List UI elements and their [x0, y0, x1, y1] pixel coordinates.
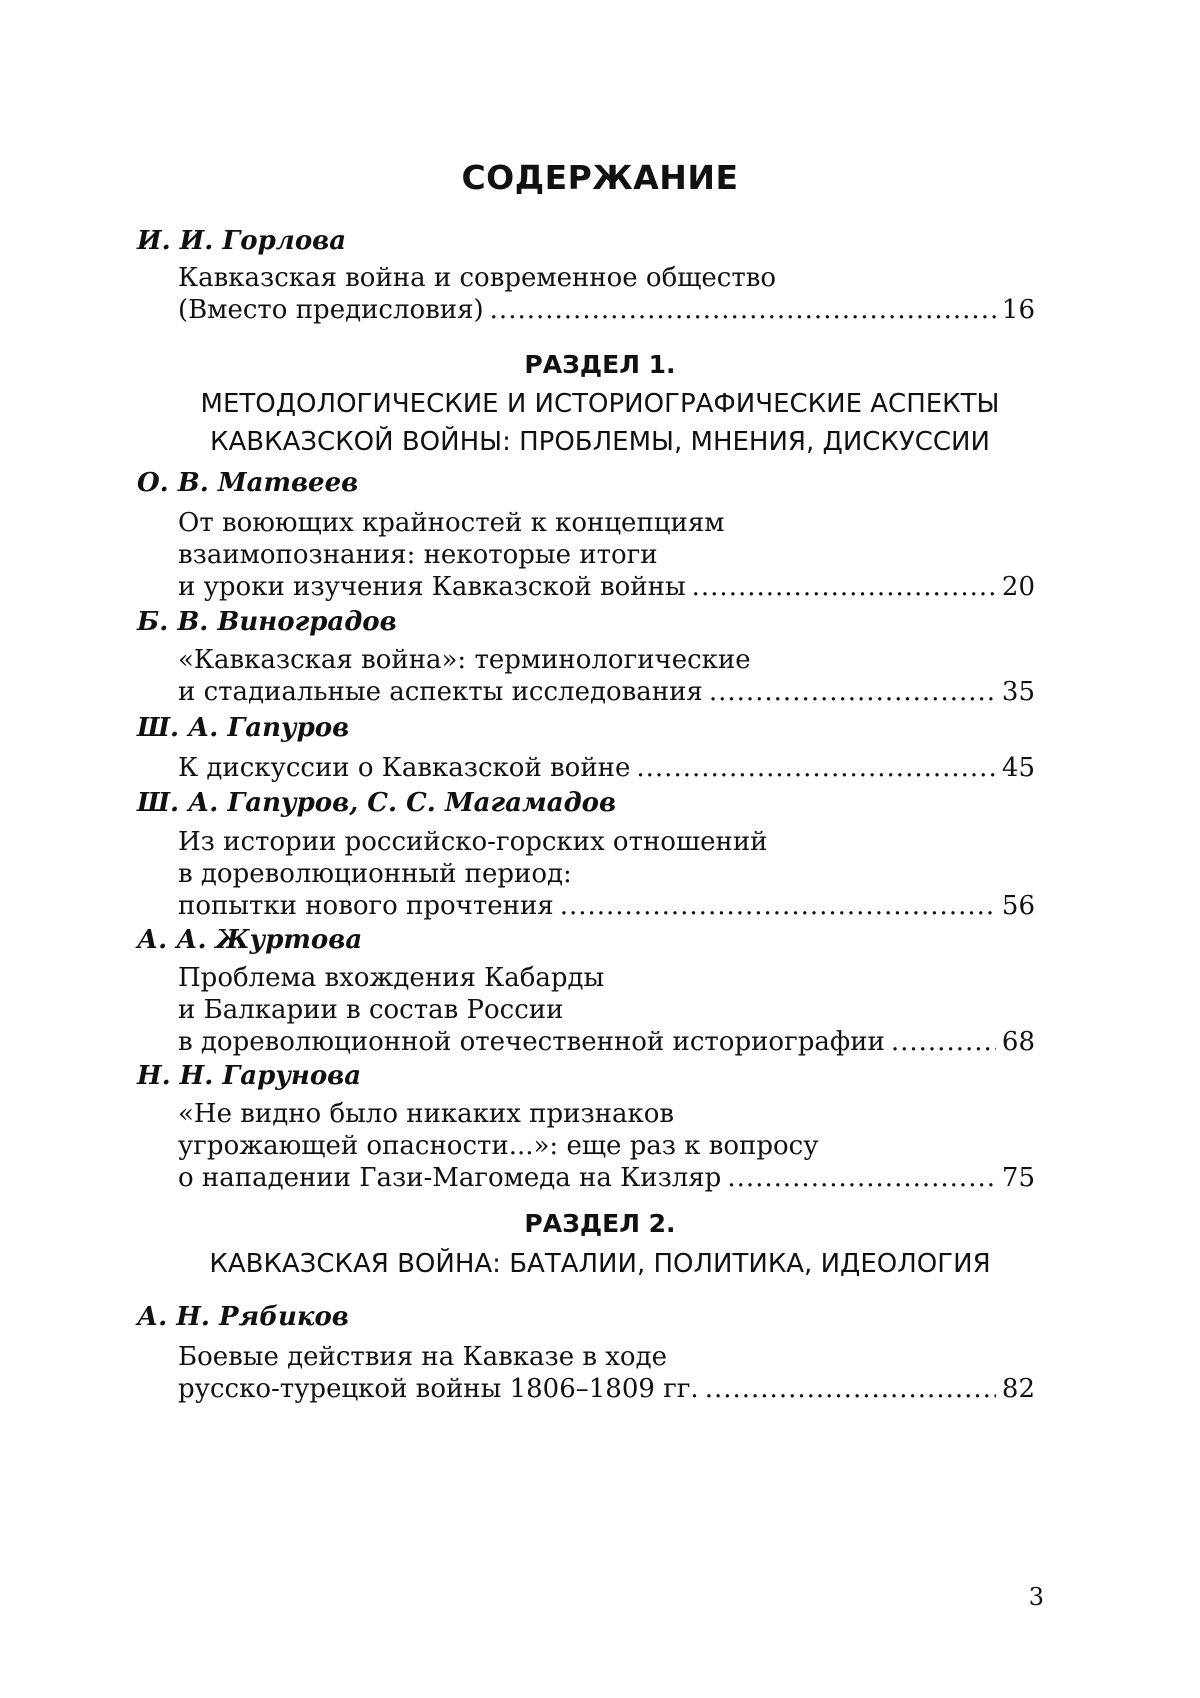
toc-entry-text: К дискуссии о Кавказской войне	[178, 753, 631, 783]
section-subtitle-line: КАВКАЗСКОЙ ВОЙНЫ: ПРОБЛЕМЫ, МНЕНИЯ, ДИСКУССИИ	[210, 427, 990, 457]
toc-entry-line: Боевые действия на Кавказе в ходе	[178, 1342, 667, 1372]
toc-entry	[178, 752, 1035, 784]
toc-author: А. А. Журтова	[137, 925, 363, 955]
toc-entry-line: взаимопознания: некоторые итоги	[178, 540, 658, 570]
toc-page-number: 75	[1001, 1163, 1035, 1193]
toc-author: А. Н. Рябиков	[137, 1302, 349, 1332]
toc-page-number: 82	[1001, 1374, 1035, 1404]
toc-entry-last-line	[178, 752, 1035, 784]
toc-entry	[178, 1341, 1035, 1405]
dot-leader	[560, 890, 996, 922]
section-subtitle-line: КАВКАЗСКАЯ ВОЙНА: БАТАЛИИ, ПОЛИТИКА, ИДЕОЛОГИЯ	[209, 1249, 991, 1279]
toc-entry-last-line	[178, 1373, 1035, 1405]
toc-entry	[178, 262, 1035, 326]
toc-entry-last-line	[178, 294, 1035, 326]
toc-page-number: 35	[1001, 677, 1035, 707]
toc-page-number: 16	[1001, 295, 1035, 325]
toc-entry	[178, 826, 1035, 922]
dot-leader	[705, 1373, 996, 1405]
toc-entry	[178, 1098, 1035, 1194]
toc-entry-line: угрожающей опасности...»: еще раз к вопросу	[178, 1131, 819, 1161]
section-subtitle-line: МЕТОДОЛОГИЧЕСКИЕ И ИСТОРИОГРАФИЧЕСКИЕ АСПЕКТЫ	[200, 389, 1000, 419]
section-heading: РАЗДЕЛ 2.	[524, 1209, 676, 1238]
section-subtitle	[0, 1245, 1200, 1283]
toc-entry-text: (Вместо предисловия)	[178, 295, 484, 325]
toc-entry-last-line	[178, 571, 1035, 603]
toc-entry-text: и стадиальные аспекты исследования	[178, 677, 703, 707]
page-title: СОДЕРЖАНИЕ	[461, 158, 739, 197]
toc-entry	[178, 962, 1035, 1058]
toc-entry-text: в дореволюционной отечественной историографии	[178, 1027, 885, 1057]
dot-leader	[636, 752, 996, 784]
toc-entry-line: Из истории российско-горских отношений	[178, 827, 768, 857]
section-subtitle	[0, 385, 1200, 461]
toc-author: Ш. А. Гапуров	[137, 713, 350, 743]
page-number: 3	[1028, 1583, 1044, 1611]
toc-entry-line: Проблема вхождения Кабарды	[178, 963, 605, 993]
dot-leader	[727, 1162, 996, 1194]
toc-entry-text: о нападении Гази-Магомеда на Кизляр	[178, 1163, 722, 1193]
toc-entry-line: и Балкарии в состав России	[178, 995, 564, 1025]
toc-entry-line: в дореволюционный период:	[178, 859, 572, 889]
toc-entry-line: Кавказская война и современное общество	[178, 263, 777, 293]
dot-leader	[692, 571, 996, 603]
toc-entry-text: русско-турецкой войны 1806–1809 гг.	[178, 1374, 699, 1404]
section-heading: РАЗДЕЛ 1.	[524, 350, 676, 379]
toc-page-number: 20	[1001, 572, 1035, 602]
toc-author: О. В. Матвеев	[137, 468, 359, 498]
dot-leader	[709, 676, 996, 708]
toc-page-number: 45	[1001, 753, 1035, 783]
toc-entry	[178, 507, 1035, 603]
dot-leader	[490, 294, 996, 326]
toc-author: И. И. Горлова	[137, 226, 347, 256]
toc-entry	[178, 644, 1035, 708]
toc-entry-last-line	[178, 1162, 1035, 1194]
toc-entry-text: и уроки изучения Кавказской войны	[178, 572, 686, 602]
toc-page-number: 68	[1001, 1027, 1035, 1057]
toc-page-number: 56	[1001, 891, 1035, 921]
toc-entry-line: «Не видно было никаких признаков	[178, 1099, 675, 1129]
dot-leader	[891, 1026, 996, 1058]
toc-entry-line: «Кавказская война»: терминологические	[178, 645, 751, 675]
toc-entry-line: От воюющих крайностей к концепциям	[178, 508, 725, 538]
toc-entry-last-line	[178, 1026, 1035, 1058]
toc-entry-text: попытки нового прочтения	[178, 891, 554, 921]
toc-author: Н. Н. Гарунова	[137, 1061, 362, 1091]
toc-entry-last-line	[178, 676, 1035, 708]
toc-author: Ш. А. Гапуров, С. С. Магамадов	[137, 788, 617, 818]
toc-entry-last-line	[178, 890, 1035, 922]
toc-author: Б. В. Виноградов	[137, 607, 397, 637]
